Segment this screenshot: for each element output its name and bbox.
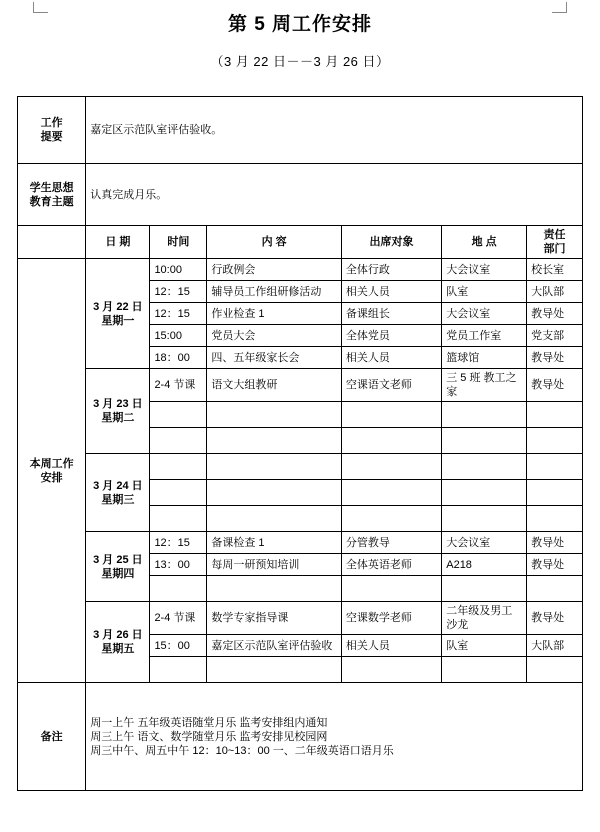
schedule-time-cell: 2-4 节课 [150,369,207,402]
theme-row [18,164,583,226]
header-attendees: 出席对象 [341,226,441,259]
schedule-attendees-cell: 分管教导 [341,532,441,554]
schedule-time-cell [150,428,207,454]
schedule-dept-cell: 校长室 [527,259,583,281]
schedule-attendees-cell [341,454,441,480]
summary-content: 嘉定区示范队室评估验收。 [86,97,583,164]
date-line1: 3 月 23 日 [93,398,143,410]
section-label-this-week [18,259,86,683]
date-line1: 3 月 22 日 [93,300,143,313]
schedule-date-cell [86,454,150,532]
schedule-row [18,259,583,281]
schedule-content-cell: 备课检查 1 [207,532,342,554]
schedule-location-cell [442,657,527,683]
date-line2: 星期三 [101,493,135,506]
schedule-attendees-cell: 全体英语老师 [341,554,441,576]
schedule-dept-cell: 教导处 [527,303,583,325]
date-line1: 3 月 24 日 [93,479,143,492]
page-title: 第 5 周工作安排 [227,14,373,35]
schedule-location-cell: 大会议室 [442,259,527,281]
schedule-attendees-cell [341,576,441,602]
date-line2: 星期二 [101,412,135,424]
header-dept [527,226,583,259]
schedule-dept-cell [527,657,583,683]
schedule-location-cell: 篮球馆 [442,347,527,369]
schedule-attendees-cell: 空课数学老师 [341,602,441,635]
schedule-date-cell [86,259,150,369]
schedule-content-cell [207,576,342,602]
schedule-attendees-cell: 相关人员 [341,281,441,303]
schedule-time-cell: 12：15 [150,303,207,325]
summary-row [18,97,583,164]
work-schedule-table [17,96,583,791]
schedule-dept-cell: 大队部 [527,635,583,657]
schedule-content-cell: 四、五年级家长会 [207,347,342,369]
schedule-content-cell: 嘉定区示范队室评估验收 [207,635,342,657]
schedule-attendees-cell: 备课组长 [341,303,441,325]
schedule-dept-cell: 教导处 [527,554,583,576]
section-label-line2: 安排 [40,471,63,484]
schedule-location-cell [442,428,527,454]
theme-content: 认真完成月乐。 [86,164,583,226]
schedule-row [18,454,583,480]
schedule-content-cell: 语文大组教研 [207,369,342,402]
date-line2: 星期一 [101,314,135,327]
schedule-attendees-cell [341,480,441,506]
schedule-attendees-cell [341,506,441,532]
schedule-location-cell: 二年级及男工沙龙 [442,602,527,635]
schedule-content-cell: 每周一研预知培训 [207,554,342,576]
schedule-date-cell [86,369,150,454]
date-line2: 星期五 [101,643,135,655]
schedule-content-cell [207,454,342,480]
note-line: 周三中午、周五中午 12：10~13：00 一、二年级英语口语月乐 [90,744,394,757]
schedule-dept-cell: 教导处 [527,602,583,635]
schedule-content-cell [207,428,342,454]
schedule-location-cell: A218 [442,554,527,576]
schedule-date-cell [86,532,150,602]
summary-label-line2: 提要 [40,131,63,143]
schedule-row [18,602,583,635]
notes-content [86,683,583,791]
header-dept-line2: 部门 [543,243,566,255]
schedule-attendees-cell [341,657,441,683]
schedule-dept-cell [527,454,583,480]
schedule-content-cell: 辅导员工作组研修活动 [207,281,342,303]
schedule-dept-cell [527,480,583,506]
schedule-dept-cell [527,402,583,428]
schedule-row [18,532,583,554]
summary-label-line1: 工作 [40,117,63,129]
schedule-time-cell: 12：15 [150,532,207,554]
schedule-location-cell: 大会议室 [442,303,527,325]
schedule-location-cell [442,506,527,532]
schedule-time-cell: 12：15 [150,281,207,303]
schedule-content-cell [207,657,342,683]
schedule-attendees-cell [341,402,441,428]
schedule-location-cell: 党员工作室 [442,325,527,347]
schedule-row [18,369,583,402]
schedule-attendees-cell: 空课语文老师 [341,369,441,402]
schedule-location-cell [442,576,527,602]
schedule-dept-cell: 教导处 [527,347,583,369]
schedule-time-cell: 15：00 [150,635,207,657]
header-dept-line1: 责任 [543,229,566,241]
header-content: 内 容 [207,226,342,259]
header-blank-cell [18,226,86,259]
schedule-time-cell [150,454,207,480]
note-line: 周一上午 五年级英语随堂月乐 监考安排组内通知 [90,716,328,729]
schedule-time-cell: 15:00 [150,325,207,347]
page-subtitle: （3 月 22 日－－3 月 26 日） [210,54,390,69]
schedule-time-cell [150,576,207,602]
schedule-location-cell: 三 5 班 教工之家 [442,369,527,402]
section-label-line1: 本周工作 [29,457,74,470]
schedule-dept-cell [527,428,583,454]
summary-label [18,97,86,164]
header-time: 时间 [150,226,207,259]
schedule-location-cell [442,480,527,506]
schedule-attendees-cell: 全体党员 [341,325,441,347]
theme-label [18,164,86,226]
schedule-location-cell: 大会议室 [442,532,527,554]
schedule-attendees-cell: 相关人员 [341,347,441,369]
schedule-time-cell: 2-4 节课 [150,602,207,635]
schedule-time-cell: 10:00 [150,259,207,281]
theme-label-line1: 学生思想 [29,181,74,194]
schedule-dept-cell: 大队部 [527,281,583,303]
schedule-content-cell: 数学专家指导课 [207,602,342,635]
schedule-content-cell [207,480,342,506]
note-line: 周三上午 语文、数学随堂月乐 监考安排见校园网 [90,730,328,743]
schedule-time-cell [150,506,207,532]
schedule-content-cell [207,402,342,428]
schedule-time-cell: 13：00 [150,554,207,576]
schedule-date-cell [86,602,150,683]
notes-label: 备注 [18,683,86,791]
schedule-attendees-cell [341,428,441,454]
header-location: 地 点 [442,226,527,259]
schedule-location-cell: 队室 [442,281,527,303]
schedule-time-cell [150,402,207,428]
schedule-dept-cell [527,506,583,532]
schedule-location-cell [442,454,527,480]
schedule-content-cell: 党员大会 [207,325,342,347]
schedule-content-cell [207,506,342,532]
schedule-content-cell: 作业检查 1 [207,303,342,325]
schedule-header-row [18,226,583,259]
crop-mark-top-right [552,2,567,13]
schedule-dept-cell [527,576,583,602]
schedule-attendees-cell: 全体行政 [341,259,441,281]
schedule-dept-cell: 党支部 [527,325,583,347]
schedule-dept-cell: 教导处 [527,532,583,554]
schedule-location-cell [442,402,527,428]
date-line2: 星期四 [101,567,135,580]
schedule-time-cell: 18：00 [150,347,207,369]
schedule-time-cell [150,480,207,506]
notes-row [18,683,583,791]
theme-label-line2: 教育主题 [29,195,74,208]
date-line1: 3 月 26 日 [93,629,143,641]
schedule-location-cell: 队室 [442,635,527,657]
schedule-content-cell: 行政例会 [207,259,342,281]
schedule-attendees-cell: 相关人员 [341,635,441,657]
schedule-dept-cell: 教导处 [527,369,583,402]
schedule-time-cell [150,657,207,683]
crop-mark-top-left [33,2,48,13]
header-date: 日 期 [86,226,150,259]
date-line1: 3 月 25 日 [93,553,143,566]
